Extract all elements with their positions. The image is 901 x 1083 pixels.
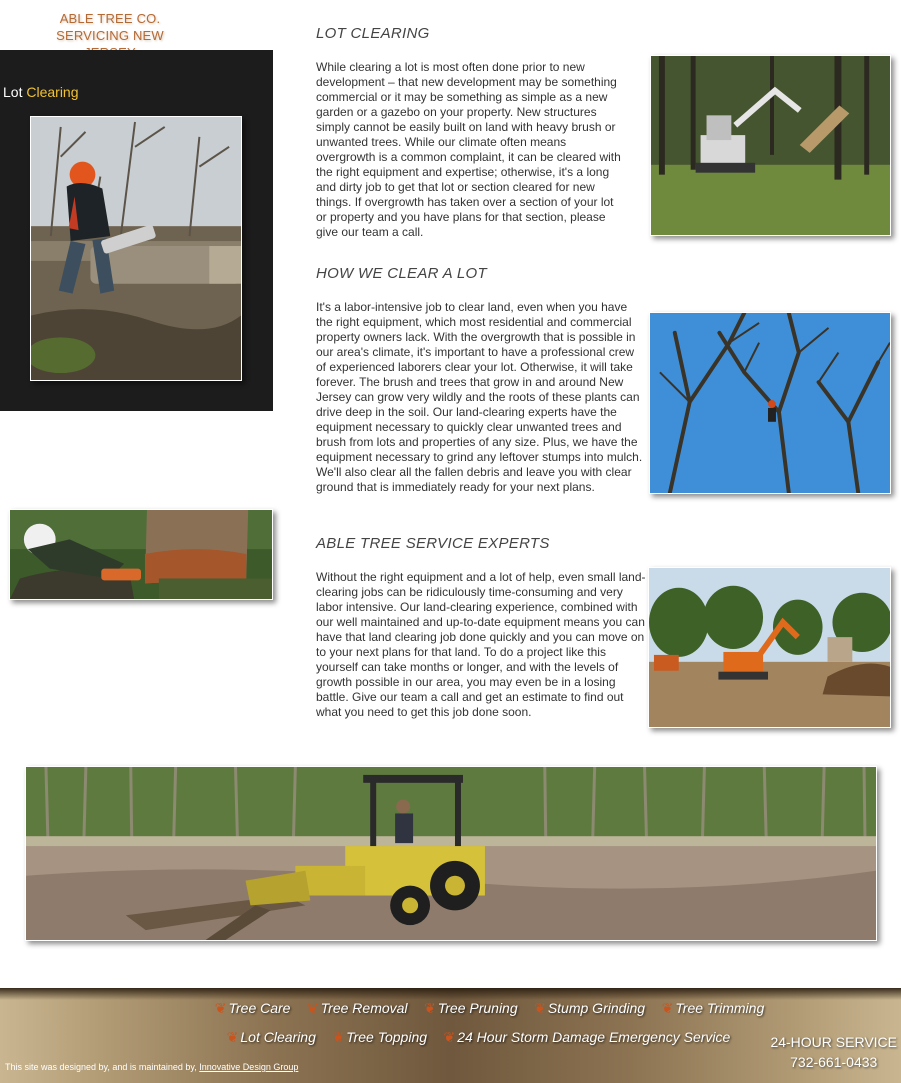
maple-leaf-icon: ❦ bbox=[661, 1000, 674, 1016]
maple-leaf-icon: ❦ bbox=[306, 1000, 319, 1016]
footer-nav-stump-grinding[interactable] bbox=[534, 1000, 645, 1017]
service-contact bbox=[770, 1032, 897, 1072]
footer-nav-label: Lot Clearing bbox=[240, 1029, 316, 1045]
footer-nav-storm-damage[interactable] bbox=[443, 1029, 730, 1046]
maple-leaf-icon: ❦ bbox=[332, 1029, 345, 1045]
maple-leaf-icon: ❦ bbox=[534, 1000, 546, 1016]
maple-leaf-icon: ❦ bbox=[214, 1000, 227, 1016]
section-body-lot-clearing: While clearing a lot is most often done prior to new development – that new development may be something commercial or it may be something as simple as a new garden or a gazebo on your property. New structures simply cannot be easily built on land with heavy brush or unwanted trees. While our climate often means overgrowth is a common complaint, it can be cleared with the right equipment and expertise; otherwise, it's a long and dirty job to get that lot or section cleared for new things. If overgrowth has taken over a section of your lot or property and you have plans for that section, please give our team a call. bbox=[316, 60, 621, 239]
footer-nav-label: Tree Pruning bbox=[437, 1000, 518, 1016]
stump-worker-photo bbox=[9, 509, 273, 600]
footer-nav-tree-removal[interactable] bbox=[307, 1000, 408, 1017]
footer-nav-tree-trimming[interactable] bbox=[662, 1000, 765, 1017]
footer-nav-row-2 bbox=[0, 1029, 901, 1047]
footer-nav-tree-pruning[interactable] bbox=[424, 1000, 518, 1017]
designer-credit bbox=[5, 1062, 298, 1072]
sidebar-title-word2: Clearing bbox=[26, 84, 79, 100]
footer-nav-label: Tree Removal bbox=[320, 1000, 408, 1016]
footer-shadow bbox=[0, 988, 901, 1000]
brand-tagline: SERVICING NEW bbox=[56, 28, 164, 43]
maple-leaf-icon: ❦ bbox=[443, 1029, 456, 1045]
service-label: 24-HOUR SERVICE bbox=[770, 1034, 897, 1050]
chainsaw-worker-photo bbox=[30, 116, 242, 381]
footer-nav-tree-care[interactable] bbox=[215, 1000, 291, 1017]
backhoe-clearing-banner bbox=[25, 766, 877, 941]
footer-nav-tree-topping[interactable] bbox=[332, 1029, 427, 1046]
footer-nav-lot-clearing[interactable] bbox=[227, 1029, 316, 1046]
section-body-experts: Without the right equipment and a lot of help, even small land-clearing jobs can be ridiculously time-consuming and very labor intensive. Our land-clearing experience, combined with our well maintained and up-to-date equipment means you can have that land clearing job done quickly and you can move on to your next plans for that land. To do a project like this yourself can take months or longer, and with the levels of growth possible in our area, you may even be in a losing battle. Give our team a call and get an estimate to find out what you need to get this job done soon. bbox=[316, 570, 646, 719]
section-heading-lot-clearing: LOT CLEARING bbox=[316, 25, 430, 42]
tree-climber-photo bbox=[649, 312, 891, 494]
orange-excavators-photo bbox=[648, 567, 891, 728]
footer bbox=[0, 988, 901, 1083]
section-body-how-we-clear: It's a labor-intensive job to clear land, even when you have the right equipment, which most residential and commercial property owners lack. With the overgrowth that is possible in our area's climate, it's important to have a professional crew of experienced laborers clear your lot. Otherwise, it will take forever. The brush and trees that grow in and around New Jersey can grow very wildly and the roots of these plants can drive deep in the soil. Our land-clearing experts have the equipment necessary to quickly clear unwanted trees and brush from lots and properties of any size. Plus, we have the equipment necessary to grind any leftover stumps into mulch. We'll also clear all the fallen debris and leave you with clear ground that is immediately ready for your next plans. bbox=[316, 300, 643, 494]
maple-leaf-icon: ❦ bbox=[226, 1029, 239, 1045]
brand-name: ABLE TREE CO. bbox=[59, 11, 161, 26]
section-heading-experts: ABLE TREE SERVICE EXPERTS bbox=[316, 535, 550, 552]
designer-link[interactable]: Innovative Design Group bbox=[199, 1062, 299, 1072]
sidebar-title bbox=[3, 84, 79, 100]
footer-nav-label: Tree Trimming bbox=[675, 1000, 765, 1016]
footer-nav-label: Stump Grinding bbox=[547, 1000, 646, 1016]
footer-nav-label: Tree Care bbox=[228, 1000, 291, 1016]
sidebar-title-word1: Lot bbox=[3, 84, 27, 100]
phone-number[interactable]: 732-661-0433 bbox=[790, 1054, 878, 1070]
footer-nav-label: 24 Hour Storm Damage Emergency Service bbox=[457, 1029, 731, 1045]
maple-leaf-icon: ❦ bbox=[424, 1000, 436, 1016]
footer-nav-label: Tree Topping bbox=[346, 1029, 428, 1045]
section-heading-how-we-clear: HOW WE CLEAR A LOT bbox=[316, 265, 487, 282]
excavator-forest-photo bbox=[650, 55, 891, 236]
footer-nav-row-1 bbox=[0, 1000, 901, 1018]
credit-text: This site was designed by, and is maintained by, bbox=[5, 1062, 200, 1072]
